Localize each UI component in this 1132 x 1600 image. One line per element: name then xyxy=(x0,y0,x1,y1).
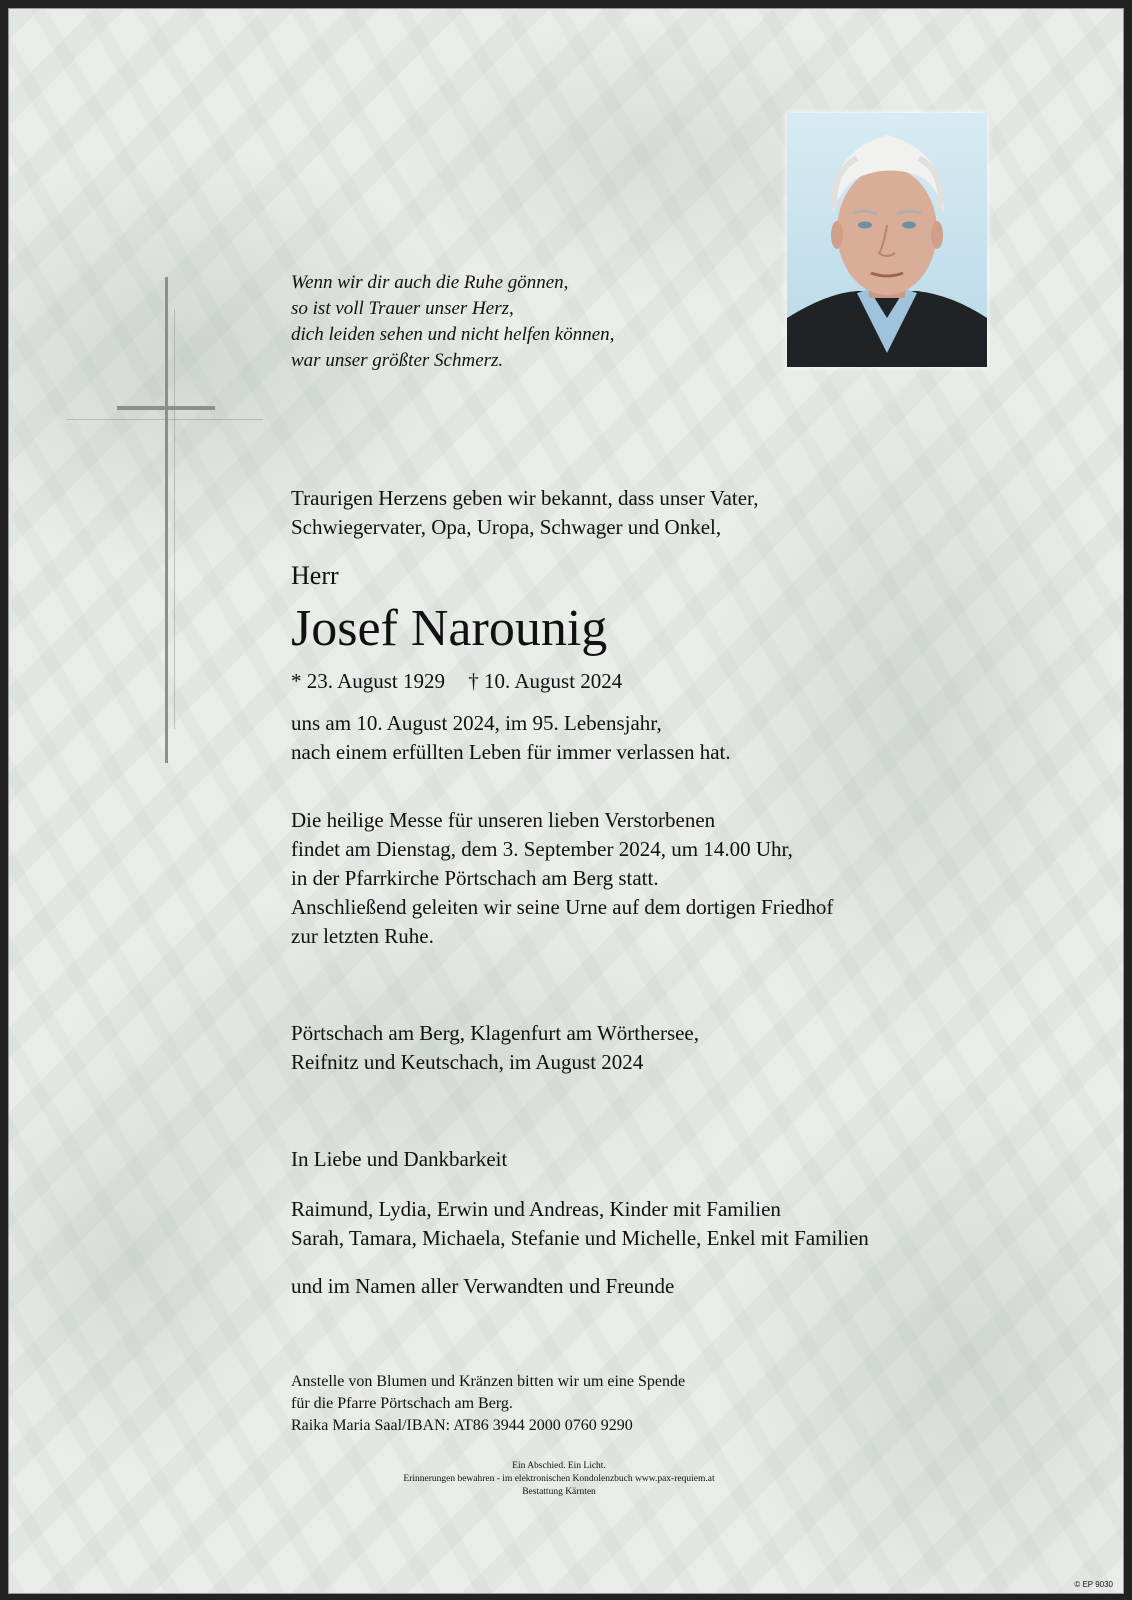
place-date-line: Reifnitz und Keutschach, im August 2024 xyxy=(291,1050,644,1074)
poem-line: so ist voll Trauer unser Herz, xyxy=(291,298,514,319)
donation-line: für die Pfarre Pörtschach am Berg. xyxy=(291,1395,513,1412)
family-line: Raimund, Lydia, Erwin und Andreas, Kinder mit Familien xyxy=(291,1197,781,1221)
death-date: † 10. August 2024 xyxy=(468,669,623,693)
donation-line: Raika Maria Saal/IBAN: AT86 3944 2000 0760 9290 xyxy=(291,1417,633,1434)
passing-line: nach einem erfüllten Leben für immer verlassen hat. xyxy=(291,740,731,764)
poem-line: war unser größter Schmerz. xyxy=(291,350,504,371)
mass-line: Anschließend geleiten wir seine Urne auf dem dortigen Friedhof xyxy=(291,895,834,919)
mass-line: findet am Dienstag, dem 3. September 2024, um 14.00 Uhr, xyxy=(291,837,793,861)
passing-text xyxy=(291,709,731,767)
life-dates xyxy=(291,669,640,694)
poem-line: dich leiden sehen und nicht helfen können, xyxy=(291,324,615,345)
place-date-line: Pörtschach am Berg, Klagenfurt am Wörthersee, xyxy=(291,1021,700,1045)
announcement xyxy=(291,484,758,542)
family-list xyxy=(291,1195,869,1253)
obituary-page xyxy=(8,8,1124,1594)
mass-info xyxy=(291,806,833,951)
closing: In Liebe und Dankbarkeit xyxy=(291,1147,508,1171)
birth-date: * 23. August 1929 xyxy=(291,669,446,693)
footer xyxy=(309,1460,809,1499)
poem-line: Wenn wir dir auch die Ruhe gönnen, xyxy=(291,272,569,293)
passing-line: uns am 10. August 2024, im 95. Lebensjahr, xyxy=(291,711,662,735)
announcement-line: Traurigen Herzens geben wir bekannt, dass unser Vater, xyxy=(291,486,759,510)
mass-line: Die heilige Messe für unseren lieben Verstorbenen xyxy=(291,808,716,832)
footer-line: Ein Abschied. Ein Licht. xyxy=(512,1461,606,1471)
donation-info xyxy=(291,1371,685,1437)
copyright: © EP 9030 xyxy=(1074,1580,1113,1589)
salutation: Herr xyxy=(291,561,339,590)
footer-line: Erinnerungen bewahren - im elektronischen Kondolenzbuch www.pax-requiem.at xyxy=(403,1474,715,1484)
relatives: und im Namen aller Verwandten und Freunde xyxy=(291,1274,675,1298)
deceased-name: Josef Narounig xyxy=(291,600,608,657)
poem xyxy=(291,270,614,374)
donation-line: Anstelle von Blumen und Kränzen bitten wir um eine Spende xyxy=(291,1373,686,1390)
portrait-photo xyxy=(787,113,987,367)
mass-line: zur letzten Ruhe. xyxy=(291,924,434,948)
mass-line: in der Pfarrkirche Pörtschach am Berg statt. xyxy=(291,866,659,890)
footer-line: Bestattung Kärnten xyxy=(522,1487,596,1497)
family-line: Sarah, Tamara, Michaela, Stefanie und Michelle, Enkel mit Familien xyxy=(291,1226,869,1250)
place-date xyxy=(291,1019,699,1077)
announcement-line: Schwiegervater, Opa, Uropa, Schwager und Onkel, xyxy=(291,515,722,539)
